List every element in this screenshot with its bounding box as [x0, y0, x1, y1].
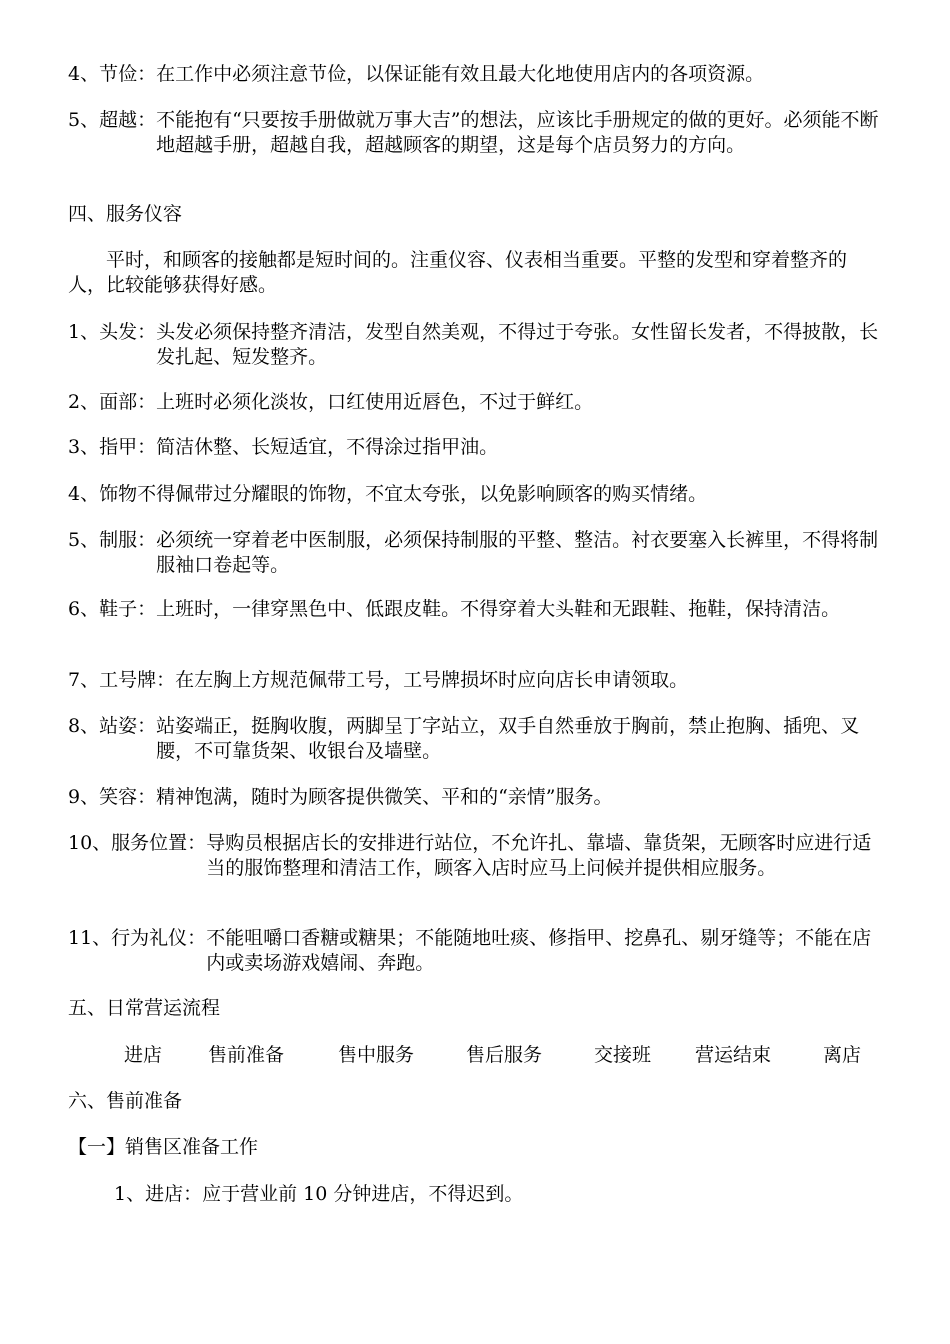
item-label: 6、鞋子： [68, 598, 157, 620]
item-label: 11、行为礼仪： [68, 927, 207, 949]
flow-step: 售前准备 [208, 1044, 285, 1066]
item-label: 10、服务位置： [68, 832, 207, 854]
item-posture [68, 714, 888, 764]
item-label: 5、制服： [68, 529, 157, 551]
flow-step: 售后服务 [466, 1044, 543, 1066]
item-accessories [68, 482, 888, 507]
item-arrival: 1、进店：应于营业前 10 分钟进店，不得迟到。 [114, 1183, 524, 1205]
flow-step: 营运结束 [695, 1044, 772, 1066]
item-label: 2、面部： [68, 391, 157, 413]
item-text: 上班时必须化淡妆，口红使用近唇色，不过于鲜红。 [156, 391, 594, 413]
item-text: 必须统一穿着老中医制服，必须保持制服的平整、整洁。衬衣要塞入长裤里，不得将制服袖口卷起等。 [156, 529, 879, 576]
section-heading-appearance: 四、服务仪容 [68, 203, 183, 225]
item-text: 头发必须保持整齐清洁，发型自然美观，不得过于夸张。女性留长发者，不得披散，长发扎起、短发整齐。 [156, 321, 879, 368]
section-heading-daily-flow: 五、日常营运流程 [68, 997, 221, 1019]
flow-step: 交接班 [594, 1044, 652, 1066]
item-text: 站姿端正，挺胸收腹，两脚呈丁字站立，双手自然垂放于胸前，禁止抱胸、插兜、叉腰，不可靠货架、收银台及墙壁。 [156, 715, 860, 762]
subheading-sales-area: 【一】销售区准备工作 [68, 1136, 259, 1158]
item-text: 简洁休整、长短适宜，不得涂过指甲油。 [156, 436, 499, 458]
item-text: 精神饱满，随时为顾客提供微笑、平和的“亲情”服务。 [156, 786, 613, 808]
item-label: 5、超越： [68, 109, 157, 131]
item-label: 7、工号牌： [68, 669, 176, 691]
item-text: 上班时，一律穿黑色中、低跟皮鞋。不得穿着大头鞋和无跟鞋、拖鞋，保持清洁。 [156, 598, 841, 620]
item-text: 在工作中必须注意节俭，以保证能有效且最大化地使用店内的各项资源。 [156, 63, 765, 85]
item-label: 8、站姿： [68, 715, 157, 737]
item-frugality [68, 62, 888, 87]
item-shoes [68, 597, 888, 622]
item-badge [68, 668, 888, 693]
item-uniform [68, 528, 888, 578]
item-surpass [68, 108, 888, 158]
item-label: 1、头发： [68, 321, 157, 343]
item-text: 4、饰物不得佩带过分耀眼的饰物，不宜太夸张，以免影响顾客的购买情绪。 [68, 483, 708, 505]
item-nails [68, 435, 888, 460]
section-heading-preparation: 六、售前准备 [68, 1090, 183, 1112]
item-text: 在左胸上方规范佩带工号，工号牌损坏时应向店长申请领取。 [175, 669, 689, 691]
item-etiquette [68, 926, 888, 976]
item-face [68, 390, 888, 415]
section-intro: 平时，和顾客的接触都是短时间的。注重仪容、仪表相当重要。平整的发型和穿着整齐的人，比较能够获得好感。 [68, 249, 848, 296]
flow-step: 离店 [823, 1044, 862, 1066]
item-hair [68, 320, 888, 370]
item-smile [68, 785, 888, 810]
flow-step: 售中服务 [338, 1044, 415, 1066]
item-label: 9、笑容： [68, 786, 157, 808]
item-label: 3、指甲： [68, 436, 157, 458]
item-text: 导购员根据店长的安排进行站位，不允许扎、靠墙、靠货架，无顾客时应进行适当的服饰整理和清洁工作，顾客入店时应马上问候并提供相应服务。 [206, 832, 872, 879]
flow-step: 进店 [124, 1044, 163, 1066]
item-label: 4、节俭： [68, 63, 157, 85]
item-service-position [68, 831, 888, 881]
item-text: 不能咀嚼口香糖或糖果；不能随地吐痰、修指甲、挖鼻孔、剔牙缝等；不能在店内或卖场游戏嬉闹、奔跑。 [206, 927, 872, 974]
item-text: 不能抱有“只要按手册做就万事大吉”的想法，应该比手册规定的做的更好。必须能不断地超越手册，超越自我，超越顾客的期望，这是每个店员努力的方向。 [156, 109, 879, 156]
